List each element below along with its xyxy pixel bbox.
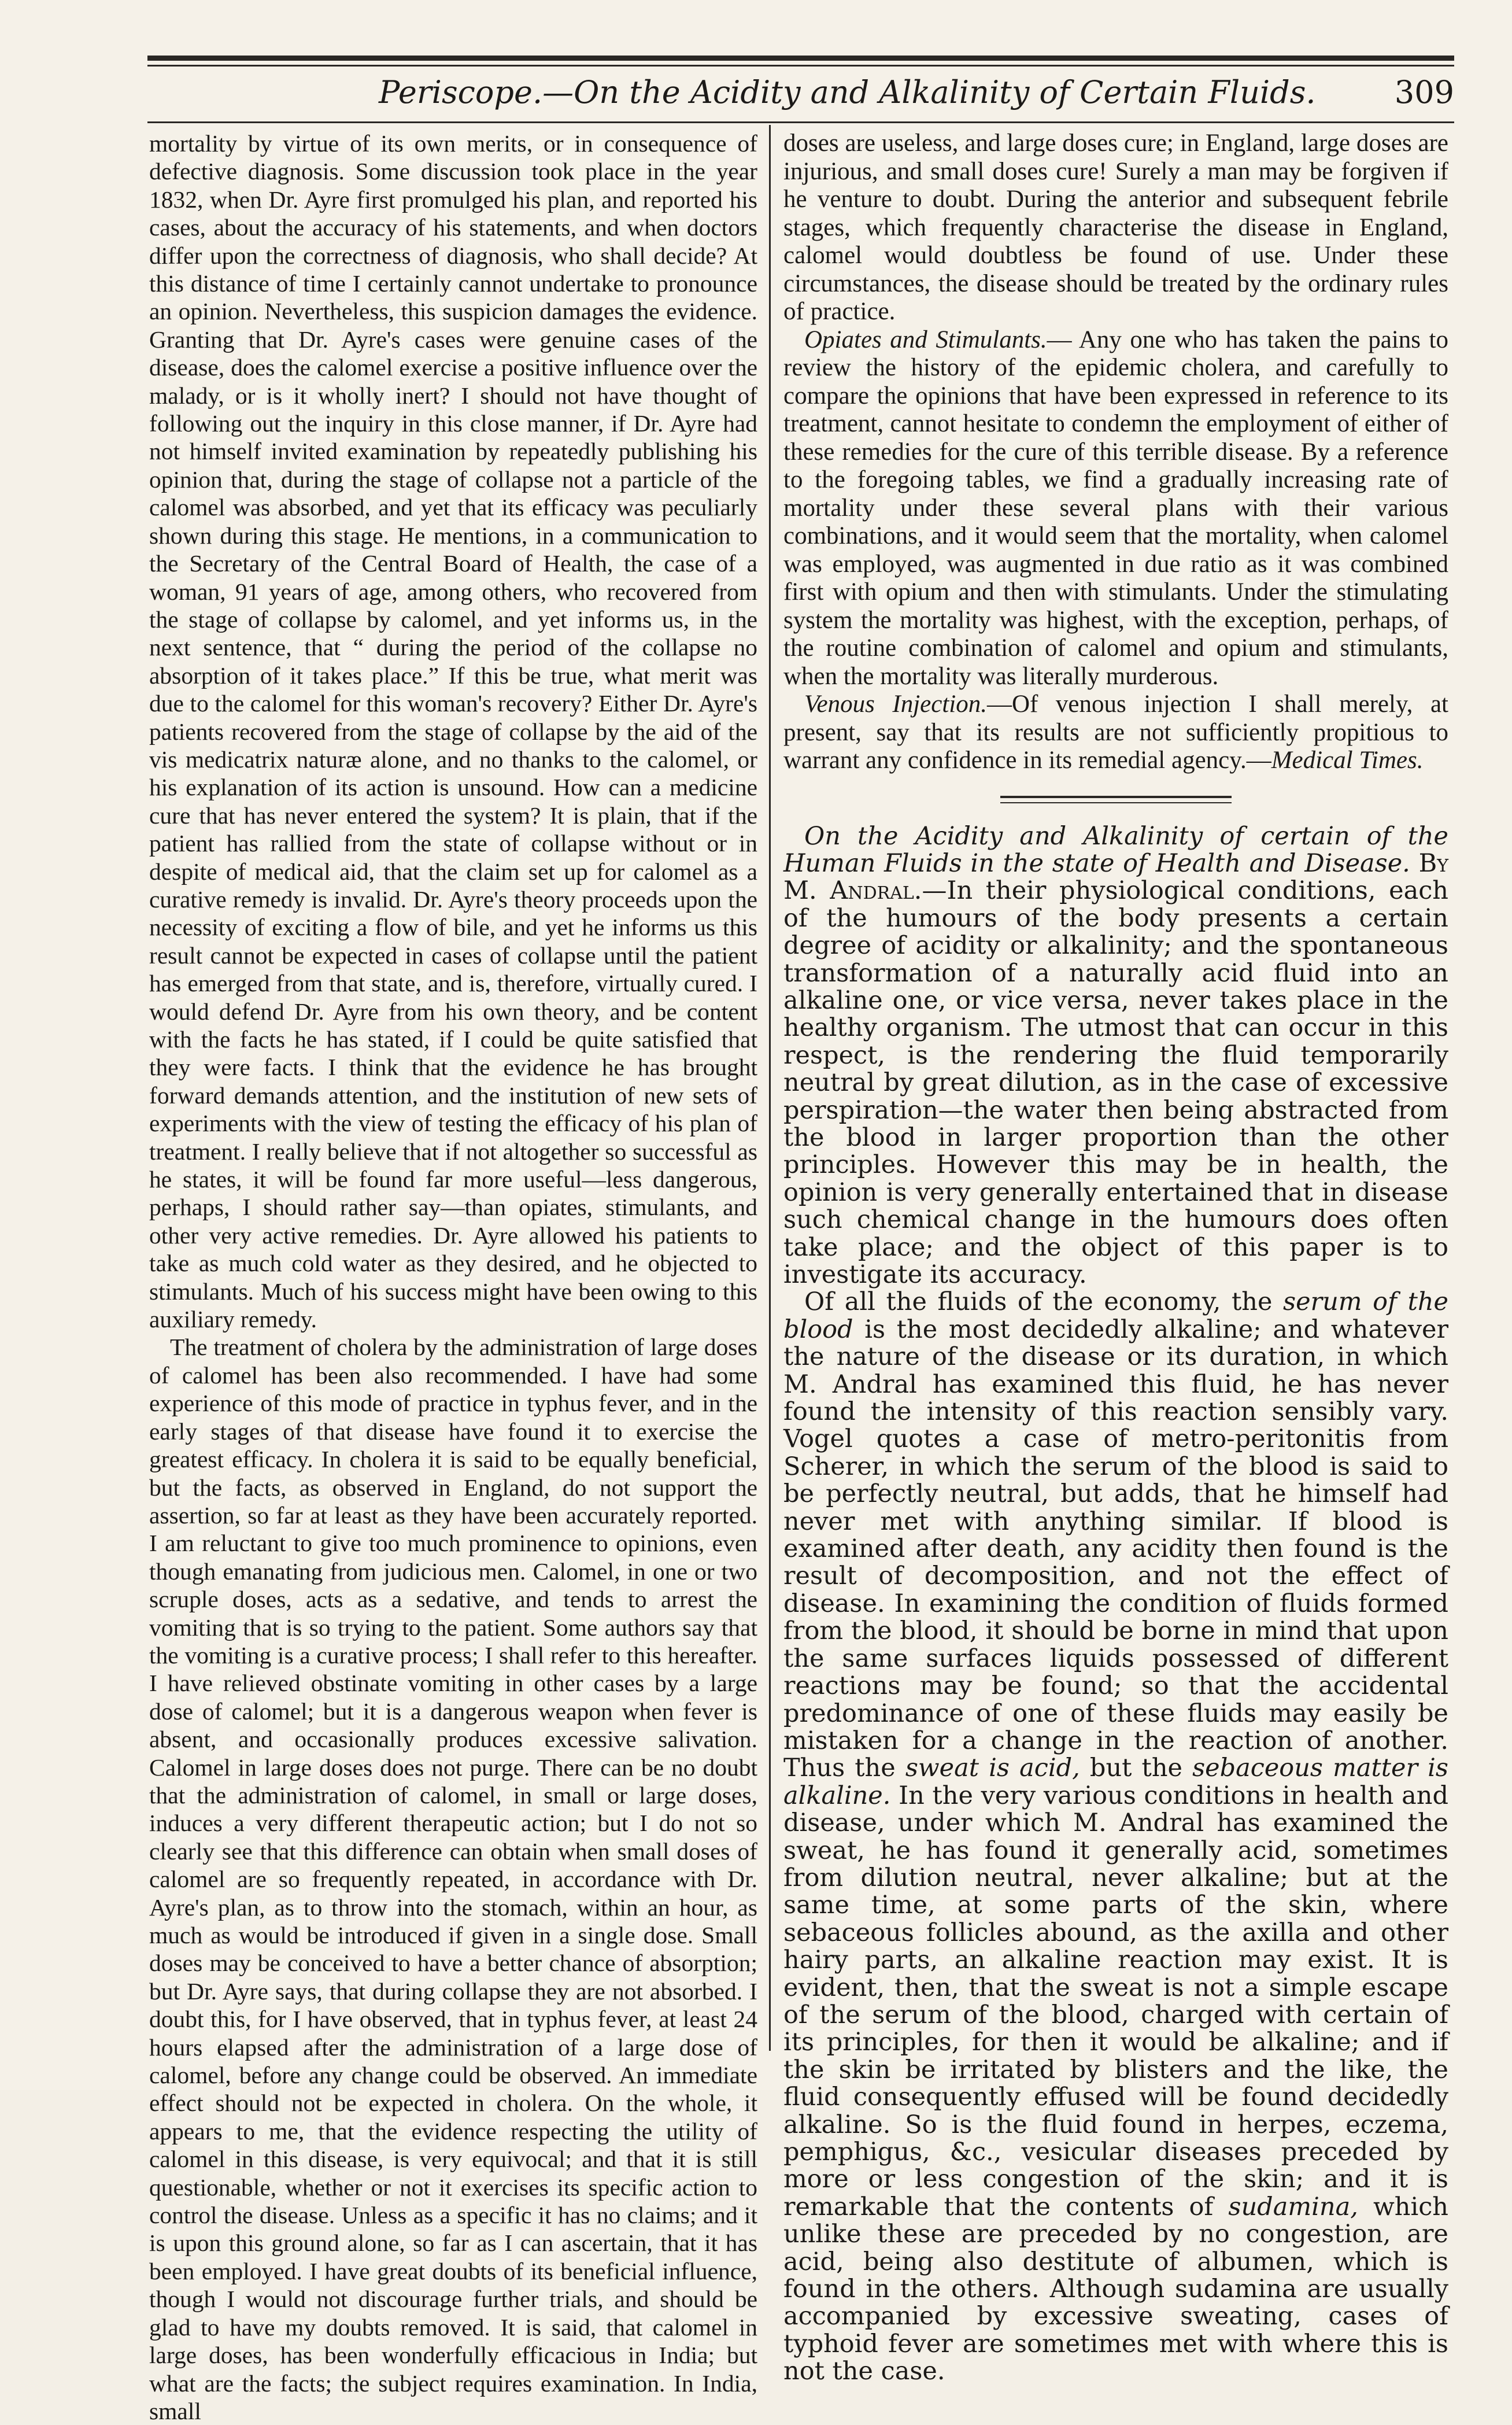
paragraph: mortality by virtue of its own merits, or in consequence of defective diagnosis. Some discussion took place in the year 1832, when Dr. Ayre first promulged his plan, and reported his cases, about the accuracy of his statements, and when doctors differ upon the correctness of diagnosis, who shall decide? At this distance of time I certainly cannot undertake to pronounce an opinion. Nevertheless, this suspicion damages the evidence. Granting that Dr. Ayre's cases were genuine cases of the disease, does the calomel exercise a positive influence over the malady, or is it wholly inert? I should not have thought of following out the inquiry in this close manner, if Dr. Ayre had not himself invited examination by repeatedly publishing his opinion that, during the stage of collapse not a particle of the calomel was absorbed, and yet that its efficacy was peculiarly shown during this stage. He mentions, in a communication to the Secretary of the Central Board of Health, the case of a woman, 91 years of age, among others, who recovered from the stage of collapse by calomel, and yet informs us, in the next sentence, that “ during the period of the collapse no absorption of it takes place.” If this be true, what merit was due to the calomel for this woman's recovery? Either Dr. Ayre's patients recovered from the stage of collapse by the aid of the vis medicatrix naturæ alone, and no thanks to the calomel, or his explanation of its action is unsound. How can a medicine cure that has never entered the system? It is plain, that if the patient has rallied from the state of collapse without or in despite of medical aid, that the claim set up for calomel as a curative remedy is invalid. Dr. Ayre's theory proceeds upon the necessity of exciting a flow of bile, and yet he informs us this result cannot be expected in cases of collapse until the patient has emerged from that state, and is, therefore, virtually cured. I would defend Dr. Ayre from his own theory, and be content with the facts he has stated, if I could be quite satisfied that they were facts. I think that the evidence he has brought forward demands attention, and the institution of new sets of experiments with the view of testing the efficacy of his plan of treatment. I really believe that if not altogether so successful as he states, it will be found far more useful—less dangerous, perhaps, I should rather say—than opiates, stimulants, and other very active remedies. Dr. Ayre allowed his patients to take as much cold water as they desired, and he objected to stimulants. Much of his success might have been owing to this auxiliary remedy. xyxy=(149,130,757,1333)
section-heading: Opiates and Stimulants. xyxy=(804,326,1047,353)
article-body xyxy=(783,823,1448,2386)
previous-article-continuation xyxy=(783,130,1448,775)
section-heading: Venous Injection. xyxy=(804,691,987,718)
page-number: 309 xyxy=(1394,74,1454,110)
article-author: By M. Andral. xyxy=(783,848,1448,906)
article-separator xyxy=(1000,796,1232,803)
article-title: On the Acidity and Alkalinity of certain of the Human Fluids in the state of Health and Disease. xyxy=(783,821,1448,878)
paragraph: Opiates and Stimulants.— Any one who has taken the pains to review the history of the epidemic cholera, and carefully to compare the opinions that have been expressed in reference to its treatment, cannot hesitate to condemn the employment of either of these remedies for the cure of this terrible disease. By a reference to the foregoing tables, we find a gradually increasing rate of mortality under these several plans with their various combinations, and it would seem that the mortality, when calomel was employed, was augmented in due ratio as it was combined first with opium and then with stimulants. Under the stimulating system the mortality was highest, with the exception, perhaps, of the routine combination of calomel and opium and stimulants, when the mortality was literally murderous. xyxy=(783,326,1448,690)
paragraph: Of all the fluids of the economy, the serum of the blood is the most decidedly alkaline; and whatever the nature of the disease or its duration, in which M. Andral has examined this fluid, he has never found the intensity of this reaction sensibly vary. Vogel quotes a case of metro-peritonitis from Scherer, in which the serum of the blood is said to be perfectly neutral, but adds, that he himself had never met with anything similar. If blood is examined after death, any acidity then found is the result of decomposition, and not the effect of disease. In examining the condition of fluids formed from the blood, it should be borne in mind that upon the same surfaces liquids possessed of different reactions may be found; so that the accidental predominance of one of these fluids may easily be mistaken for a change in the reaction of another. Thus the sweat is acid, but the sebaceous matter is alkaline. In the very various conditions in health and disease, under which M. Andral has examined the sweat, he has found it generally acid, sometimes from dilution neutral, never alkaline; but at the same time, at some parts of the skin, where sebaceous follicles abound, as the axilla and other hairy parts, an alkaline reaction may exist. It is evident, then, that the sweat is not a simple escape of the serum of the blood, charged with certain of its principles, for then it would be alkaline; and if the skin be irritated by blisters and the like, the fluid consequently effused will be found decidedly alkaline. So is the fluid found in herpes, eczema, pemphigus, &c., vesicular diseases preceded by more or less congestion of the skin; and it is remarkable that the contents of sudamina, which unlike these are preceded by no congestion, are acid, being also destitute of albumen, which is found in the others. Although sudamina are usually accompanied by excessive sweating, cases of typhoid fever are sometimes met with where this is not the case. xyxy=(783,1287,1448,2386)
top-border-rule xyxy=(147,56,1454,61)
right-column xyxy=(783,130,1448,2386)
column-divider xyxy=(769,125,771,2051)
running-title: Periscope.—On the Acidity and Alkalinity of Certain Fluids. xyxy=(379,74,1316,110)
paragraph: doses are useless, and large doses cure; in England, large doses are injurious, and small doses cure! Surely a man may be forgiven if he venture to doubt. During the anterior and subsequent febrile stages, which frequently characterise the disease in England, calomel would doubtless be found of use. Under these circumstances, the disease should be treated by the ordinary rules of practice. xyxy=(783,130,1448,325)
source-citation: Medical Times. xyxy=(1271,747,1424,774)
paragraph: Venous Injection.—Of venous injection I shall merely, at present, say that its results are not sufficiently propitious to warrant any confidence in its remedial agency.—Medical Times. xyxy=(783,691,1448,774)
page-header xyxy=(147,74,1454,120)
paragraph: The treatment of cholera by the administration of large doses of calomel has been also recommended. I have had some experience of this mode of practice in typhus fever, and in the early stages of that disease have found it to exercise the greatest efficacy. In cholera it is said to be equally beneficial, but the facts, as observed in England, do not support the assertion, so far at least as they have been accurately reported. I am reluctant to give too much prominence to opinions, even though emanating from judicious men. Calomel, in one or two scruple doses, acts as a sedative, and tends to arrest the vomiting that is so trying to the patient. Some authors say that the vomiting is a curative process; I shall refer to this hereafter. I have relieved obstinate vomiting in other cases by a large dose of calomel; but it is a dangerous weapon when fever is absent, and occasionally produces excessive salivation. Calomel in large doses does not purge. There can be no doubt that the administration of calomel, in small or large doses, induces a very different therapeutic action; but I do not so clearly see that this difference can obtain when small doses of calomel are so frequently repeated, in accordance with Dr. Ayre's plan, as to throw into the stomach, within an hour, as much as would be introduced if given in a single dose. Small doses may be conceived to have a better chance of absorption; but Dr. Ayre says, that during collapse they are not absorbed. I doubt this, for I have observed, that in typhus fever, at least 24 hours elapsed after the administration of a large dose of calomel, before any change could be observed. An immediate effect should not be expected in cholera. On the whole, it appears to me, that the evidence respecting the utility of calomel in this disease, is very equivocal; and that it is still questionable, whether or not it exercises its specific action to control the disease. Unless as a specific it has no claims; and it is upon this ground alone, so far as I can ascertain, that it has been employed. I have great doubts of its beneficial influence, though I would not discourage further trials, and should be glad to have my doubts removed. It is said, that calomel in large doses, has been wonderfully efficacious in India; but what are the facts; the subject requires examination. In India, small xyxy=(149,1334,757,2424)
paragraph: On the Acidity and Alkalinity of certain of the Human Fluids in the state of Health and Disease. By M. Andral.—In their physiological conditions, each of the humours of the body presents a certain degree of acidity or alkalinity; and the spontaneous transformation of a naturally acid fluid into an alkaline one, or vice versa, never takes place in the healthy organism. The utmost that can occur in this respect, is the rendering the fluid temporarily neutral by great dilution, as in the case of excessive perspiration—the water then being abstracted from the blood in larger proportion than the other principles. However this may be in health, the opinion is very generally entertained that in disease such chemical change in the humours does often take place; and the object of this paper is to investigate its accuracy. xyxy=(783,821,1448,1289)
header-rule xyxy=(147,121,1454,123)
left-column xyxy=(149,130,757,2425)
top-border-rule-thin xyxy=(147,65,1454,67)
